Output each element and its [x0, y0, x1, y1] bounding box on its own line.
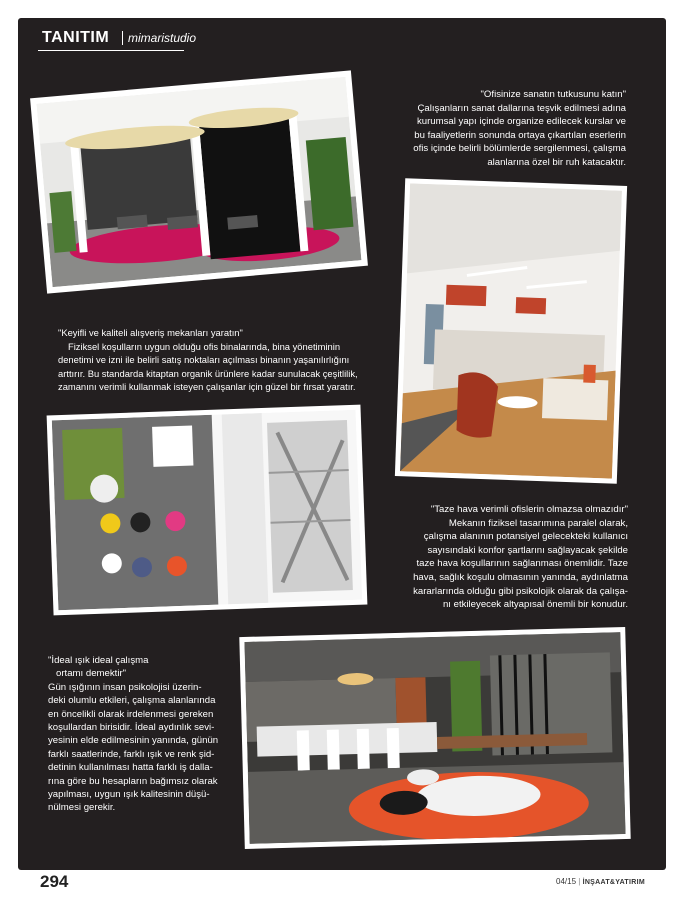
photo-cafe-office — [239, 627, 630, 849]
article-art-line: bu faaliyetlerin sonunda ortaya çıkartılan eserlerin — [414, 129, 626, 141]
article-art-line: kurumsal yapı içinde organize edilecek kurslar ve — [416, 116, 626, 128]
courtyard-image — [52, 410, 362, 610]
magazine-name: İNŞAAT&YATIRIM — [582, 879, 645, 886]
article-shopping-line: Fiziksel koşulların uygun olduğu ofis binalarında, bina yönetiminin — [68, 340, 341, 352]
article-light-line: rına göre bu hesapların bağımsız olarak — [48, 775, 218, 787]
article-light-line: Gün ışığının insan psikolojisi üzerin- — [48, 681, 202, 693]
photo-courtyard — [47, 405, 368, 616]
article-art-line: alanlarına özel bir ruh katacaktır. — [487, 156, 626, 168]
article-art-line: ofis içinde belirli bölümlerde sergilenmesi, çalışma — [413, 143, 626, 155]
article-shopping-line: denetimi ve izni ile belirli satış noktaları açılması binanın yaşanılırlığını — [58, 354, 350, 366]
footer-divider: | — [578, 877, 581, 886]
article-shopping-title: "Keyifli ve kaliteli alışveriş mekanları yaratın" — [58, 327, 243, 338]
article-shopping-line: arttırır. Bu standarda kitaptan organik ürünlere kadar sunulacak çeşitlilik, — [58, 367, 358, 379]
article-air-line: çalışma alanının potansiyel gelecekteki kullanıcı — [423, 531, 628, 543]
section-title: TANITIM — [42, 29, 110, 46]
lounge-image — [37, 77, 362, 287]
issue-number: 04/15 — [556, 877, 577, 886]
header-separator — [122, 31, 123, 45]
article-light-line: yapılması, uygun ışık kalitesinin düşü- — [48, 789, 210, 801]
article-light-line: farklı saatlerinde, farklı ışık ve renk şid- — [48, 748, 215, 760]
article-light-line: koşullardan birisidir. İdeal aydınlık sevi- — [48, 722, 215, 734]
article-air-line: nı etkileyecek altyapısal önemli bir konudur. — [442, 599, 628, 611]
article-air — [380, 503, 628, 612]
photo-lounge-curtains — [30, 70, 368, 293]
header-rule — [38, 50, 184, 51]
article-light-line: deki olumlu etkileri, çalışma alanlarında — [48, 695, 216, 707]
article-light-line: detinin kullanılması hatta farklı iş dalla- — [48, 762, 213, 774]
article-light — [48, 654, 236, 815]
photo-office-lounge — [395, 178, 627, 484]
page-number: 294 — [40, 872, 69, 891]
article-shopping-line: zamanını verimli kullanmak isteyen çalışanlar için güzel bir fırsat yaratır. — [58, 381, 356, 393]
section-header — [38, 26, 197, 50]
article-art — [376, 88, 626, 170]
article-air-line: kararlarında olduğu gibi psikolojik olarak da çalışa- — [413, 585, 628, 597]
article-air-line: taze hava koşullarının sağlanması önemlidir. Taze — [416, 558, 628, 570]
article-air-line: hava, sağlık koşulu olmasının yanında, aydınlatma — [413, 571, 628, 583]
studio-name: mimaristudio — [128, 31, 197, 45]
article-shopping — [58, 326, 378, 394]
article-air-title: "Taze hava verimli ofislerin olmazsa olmazıdır" — [430, 504, 628, 515]
office-lounge-image — [400, 183, 622, 478]
article-light-line: yesinin elde edilmesinin yanında, günün — [48, 735, 219, 747]
article-air-line: sayısındaki konfor şartlarını sağlayacak şekilde — [427, 544, 628, 556]
article-art-title: "Ofisinize sanatın tutkusunu katın" — [480, 89, 626, 100]
article-light-line: nülmesi gerekir. — [48, 802, 116, 814]
article-air-line: Mekanın fiziksel tasarımına paralel olarak, — [448, 517, 628, 529]
cafe-office-image — [244, 632, 625, 844]
article-light-line: en öncelikli olarak irdelenmesi gereken — [48, 708, 214, 720]
article-art-line: Çalışanların sanat dallarına teşvik edilmesi adına — [417, 102, 626, 114]
article-light-title: ortamı demektir" — [56, 668, 127, 680]
article-light-title: "İdeal ışık ideal çalışma — [48, 655, 149, 666]
footer-issue — [556, 877, 645, 886]
